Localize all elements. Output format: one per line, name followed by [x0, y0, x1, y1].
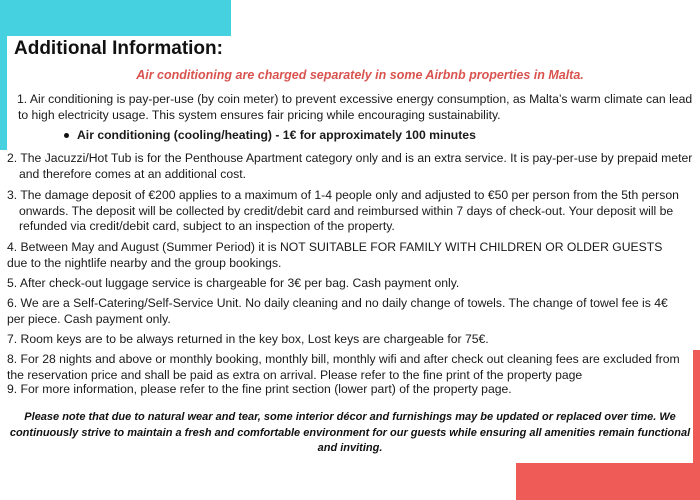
- red-corner-decoration: [516, 463, 700, 500]
- info-card: [7, 36, 693, 463]
- subtitle: Air conditioning are charged separately in some Airbnb properties in Malta.: [136, 68, 584, 82]
- list-item-3: 3. The damage deposit of €200 applies to a maximum of 1-4 people only and adjusted to €50 per person from the 5th person onwards. The deposit will be collected by credit/debit card and reimbursed within 7 days of check-out. Your deposit will be refunded via credit/debit card, subject to an inspection of the property.: [7, 188, 679, 234]
- list-item-1: 1. Air conditioning is pay-per-use (by coin meter) to prevent excessive energy consumption, as Malta’s warm climate can lead to high electricity usage. This system ensures fair pricing while encouraging sustainability.: [17, 92, 693, 122]
- list-item-7: 7. Room keys are to be always returned in the key box, Lost keys are chargeable for 75€.: [7, 332, 489, 346]
- bullet-dot-icon: [64, 133, 69, 138]
- footer-note: Please note that due to natural wear and tear, some interior décor and furnishings may be updated or replaced over time. We continuously strive to maintain a fresh and comfortable environment for our guests while ensuring all amenities remain functional and inviting.: [9, 411, 691, 454]
- list-item-2: 2. The Jacuzzi/Hot Tub is for the Penthouse Apartment category only and is an extra service. It is pay-per-use by prepaid meter and therefore comes at an additional cost.: [7, 151, 693, 181]
- list-item-9: 9. For more information, please refer to the fine print section (lower part) of the property page.: [7, 382, 512, 396]
- list-item-8: 8. For 28 nights and above or monthly booking, monthly bill, monthly wifi and after check out cleaning fees are excluded from the reservation price and shall be paid as extra on arrival. Please refer to the fine print of the property page: [7, 352, 680, 382]
- bullet-text: Air conditioning (cooling/heating) - 1€ for approximately 100 minutes: [77, 128, 476, 142]
- list-item-5: 5. After check-out luggage service is chargeable for 3€ per bag. Cash payment only.: [7, 276, 460, 290]
- list-item-4: 4. Between May and August (Summer Period) it is NOT SUITABLE FOR FAMILY WITH CHILDREN OR OLDER GUESTS due to the nightlife nearby and the group bookings.: [7, 240, 663, 270]
- list-item-6: 6. We are a Self-Catering/Self-Service Unit. No daily cleaning and no daily change of towels. The change of towel fee is 4€ per piece. Cash payment only.: [7, 296, 668, 326]
- page-title: Additional Information:: [14, 38, 223, 59]
- bullet-item: [77, 128, 677, 143]
